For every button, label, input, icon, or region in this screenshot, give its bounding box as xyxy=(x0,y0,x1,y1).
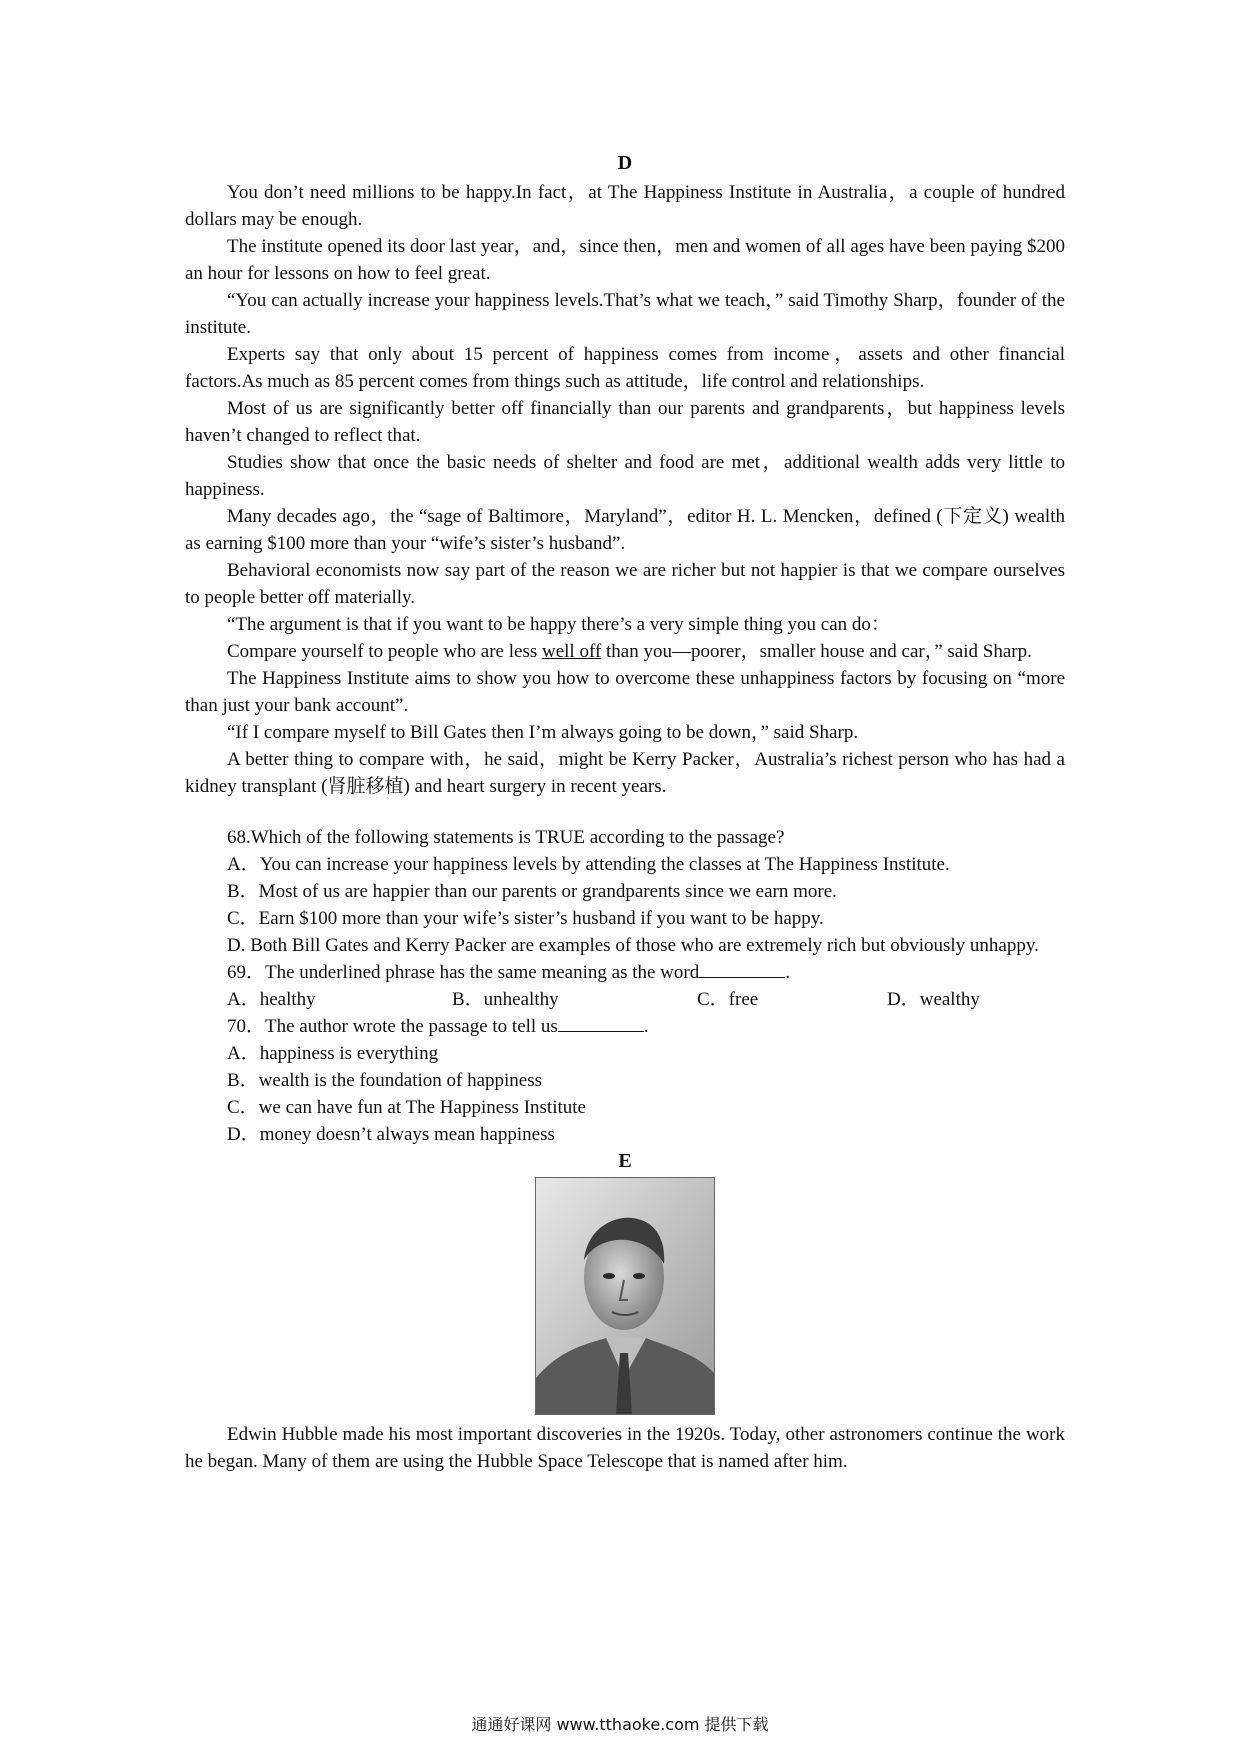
passage-paragraph: Most of us are significantly better off financially than our parents and grandparents，but happiness levels haven’t changed to reflect that. xyxy=(185,398,1065,446)
section-d-title: D xyxy=(617,152,633,174)
question-69-options xyxy=(185,986,1065,1013)
passage-paragraph: You don’t need millions to be happy.In fact，at The Happiness Institute in Australia，a couple of hundred dollars may be enough. xyxy=(185,182,1065,230)
passage-paragraph-compare xyxy=(185,638,1065,665)
section-e-title: E xyxy=(618,1150,632,1172)
passage-paragraph: Experts say that only about 15 percent of happiness comes from income，assets and other financial factors.As much as 85 percent comes from things such as attitude，life control and relationships. xyxy=(185,344,1065,392)
footer-text: 通通好课网 www.tthaoke.com 提供下载 xyxy=(471,1715,769,1734)
question-69-stem xyxy=(185,959,1065,986)
question-69-stem-text: 69．The underlined phrase has the same meaning as the word xyxy=(227,962,700,983)
question-68-option-c: C．Earn $100 more than your wife’s sister’s husband if you want to be happy. xyxy=(227,908,824,929)
passage-paragraph: “You can actually increase your happiness levels.That’s what we teach，” said Timothy Sharp，founder of the institute. xyxy=(185,290,1065,338)
passage-paragraph: Many decades ago，the “sage of Baltimore，Maryland”，editor H. L. Mencken，defined (下定义) wealth as earning $100 more than your “wife’s sister’s husband”. xyxy=(185,506,1065,554)
question-70-stem-text: 70．The author wrote the passage to tell us xyxy=(227,1016,558,1037)
question-68-stem: 68.Which of the following statements is TRUE according to the passage? xyxy=(227,827,785,848)
question-70-stem-end: . xyxy=(643,1016,649,1037)
passage-paragraph: A better thing to compare with，he said，might be Kerry Packer，Australia’s richest person who has had a kidney transplant (肾脏移植) and heart surgery in recent years. xyxy=(185,749,1065,797)
spacer xyxy=(185,800,1065,824)
question-70-stem xyxy=(185,1013,1065,1040)
question-69-option-b: B．unhealthy xyxy=(452,989,559,1010)
passage-paragraph: The institute opened its door last year，and，since then，men and women of all ages have been paying $200 an hour for lessons on how to feel great. xyxy=(185,236,1065,284)
passage-paragraph: “If I compare myself to Bill Gates then I’m always going to be down，” said Sharp. xyxy=(227,722,859,743)
answer-blank xyxy=(699,959,785,978)
question-68-option-b: B．Most of us are happier than our parents or grandparents since we earn more. xyxy=(227,881,837,902)
section-e-paragraph: Edwin Hubble made his most important discoveries in the 1920s. Today, other astronomers continue the work he began. Many of them are using the Hubble Space Telescope that is named after him. xyxy=(185,1424,1065,1472)
passage-paragraph: Behavioral economists now say part of the reason we are richer but not happier is that we compare ourselves to people better off materially. xyxy=(185,560,1065,608)
question-70-option-c: C．we can have fun at The Happiness Institute xyxy=(227,1097,586,1118)
portrait-photo-icon xyxy=(535,1177,715,1415)
answer-blank xyxy=(558,1013,644,1032)
question-69-option-a: A．healthy xyxy=(227,989,316,1010)
passage-paragraph: The Happiness Institute aims to show you how to overcome these unhappiness factors by focusing on “more than just your bank account”. xyxy=(185,668,1065,716)
compare-text-after: than you—poorer，smaller house and car，” said Sharp. xyxy=(601,641,1032,662)
question-69-option-d: D．wealthy xyxy=(887,989,980,1010)
document-page xyxy=(185,150,1065,1475)
question-68-option-a: A．You can increase your happiness levels by attending the classes at The Happiness Institute. xyxy=(227,854,950,875)
passage-paragraph: “The argument is that if you want to be happy there’s a very simple thing you can do： xyxy=(227,614,890,635)
question-70-option-d: D．money doesn’t always mean happiness xyxy=(227,1124,555,1145)
question-69-stem-end: . xyxy=(785,962,790,983)
question-69-option-c: C．free xyxy=(697,989,759,1010)
underlined-phrase: well off xyxy=(542,641,602,662)
question-70-option-b: B．wealth is the foundation of happiness xyxy=(227,1070,543,1091)
portrait-illustration xyxy=(536,1178,714,1414)
compare-text-before: Compare yourself to people who are less xyxy=(227,641,542,662)
photo-container xyxy=(185,1177,1065,1415)
question-70-option-a: A．happiness is everything xyxy=(227,1043,439,1064)
passage-paragraph: Studies show that once the basic needs of shelter and food are met，additional wealth adds very little to happiness. xyxy=(185,452,1065,500)
question-68-option-d: D. Both Bill Gates and Kerry Packer are examples of those who are extremely rich but obviously unhappy. xyxy=(227,935,1039,956)
